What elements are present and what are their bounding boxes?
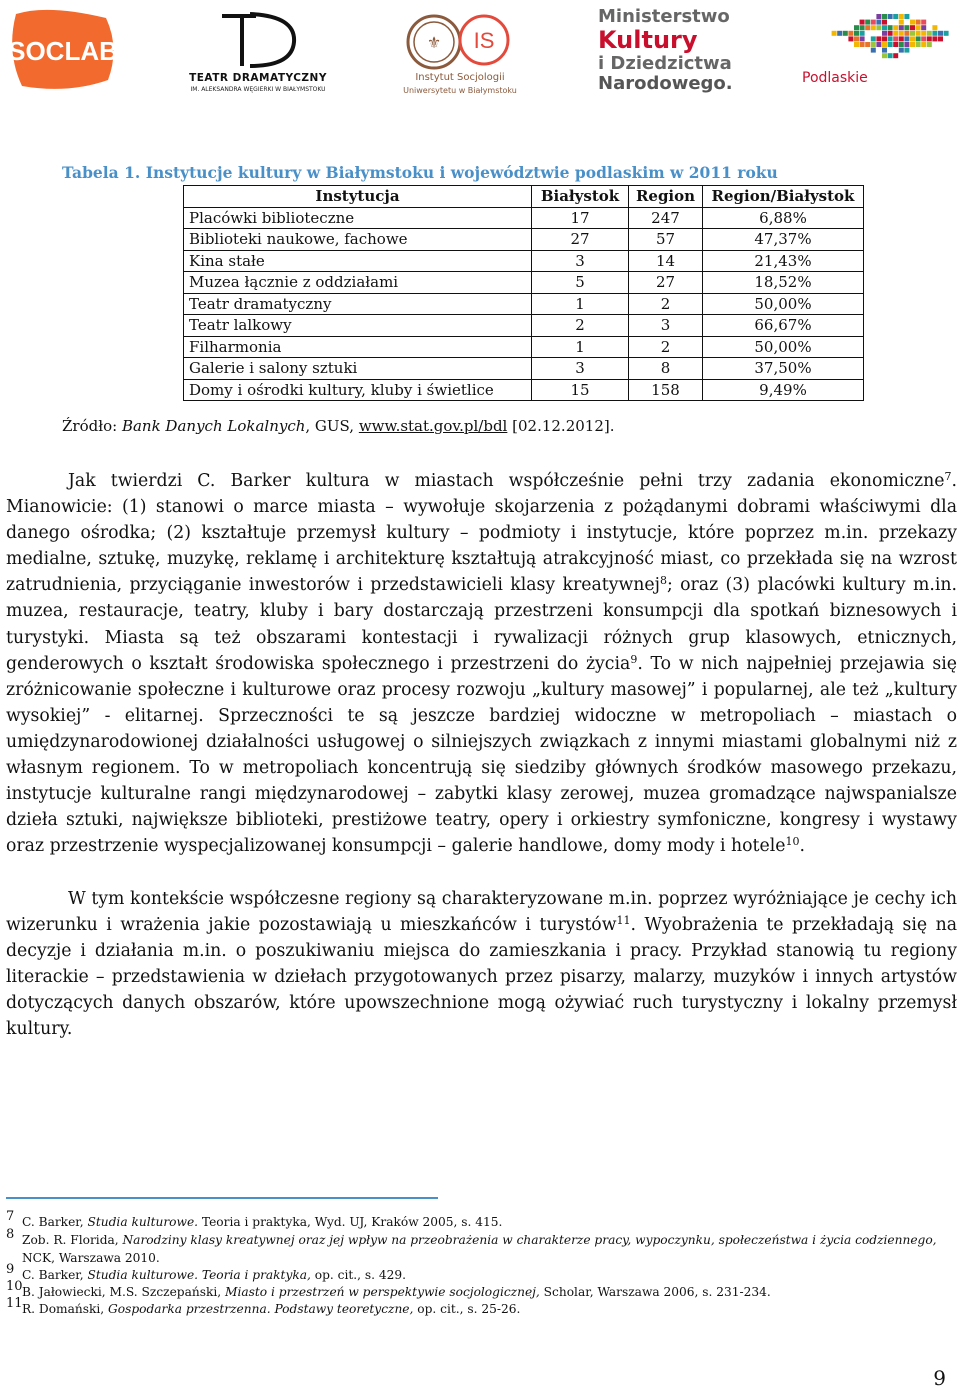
cell-name: Teatr lalkowy	[184, 315, 532, 337]
teatr-subtitle: IM. ALEKSANDRA WĘGIERKI W BIAŁYMSTOKU	[190, 86, 326, 93]
footnote-text: B. Jałowiecki, M.S. Szczepański,	[22, 1285, 225, 1299]
text-span: W tym kontekście współczesne regiony są charakteryzowane m.in. poprzez wyróżniające je cechy ich wizerunku i wrażenia jakie pozostawiają u mieszkańców i turystów	[6, 889, 957, 936]
cell-region: 2	[629, 336, 703, 358]
cell-ratio: 18,52%	[703, 272, 864, 294]
cell-bialystok: 27	[532, 229, 629, 251]
footnote-number: 11	[6, 1296, 23, 1311]
cell-ratio: 50,00%	[703, 336, 864, 358]
footnote-text: NCK, Warszawa 2010.	[22, 1250, 160, 1265]
cell-bialystok: 5	[532, 272, 629, 294]
footnote-number: 7	[6, 1209, 15, 1224]
institutions-table	[183, 185, 864, 401]
ministry-logo	[598, 6, 758, 94]
podlaskie-mosaic-icon	[796, 10, 956, 70]
table-row	[184, 336, 864, 358]
source-prefix: Źródło:	[62, 417, 122, 435]
cell-region: 27	[629, 272, 703, 294]
table-row	[184, 250, 864, 272]
footnote-number: 9	[6, 1262, 15, 1277]
header-ratio: Region/Białystok	[703, 186, 864, 208]
cell-ratio: 6,88%	[703, 207, 864, 229]
footnote-text: C. Barker,	[22, 1215, 88, 1229]
cell-ratio: 50,00%	[703, 293, 864, 315]
footnote-title: Studia kulturowe.	[87, 1215, 199, 1229]
footnote-ref-8[interactable]: 8	[659, 574, 667, 588]
footnote-9	[6, 1262, 956, 1285]
teatr-name: TEATR DRAMATYCZNY	[189, 72, 327, 84]
footnote-title: Narodziny klasy kreatywnej oraz jej wpływ na przeobrażenia w charakterze pracy, wypoczynku, społeczeństwa i życia codziennego,	[122, 1233, 937, 1247]
table-row	[184, 272, 864, 294]
cell-name: Muzea łącznie z oddziałami	[184, 272, 532, 294]
footnote-ref-7[interactable]: 7	[944, 470, 952, 483]
cell-ratio: 21,43%	[703, 250, 864, 272]
footnote-ref-10[interactable]: 10	[785, 835, 800, 849]
cell-region: 2	[629, 293, 703, 315]
text-span: . Mianowicie: (1) stanowi o marce miasta – wywołuje skojarzenia z pożądanymi dobrami właściwymi dla danego ośrodka; (2) kształtuje przemysł kultury – podmioty i instytucje, które poprzez m.in. przekazy medialne, sztukę, muzykę, reklamę i architekturę kształtują atrakcyjność miast, co przekłada się na wzrost zatrudnienia, przyciąganie inwestorów i przedstawicieli klasy kreatywnej	[6, 471, 957, 596]
footnote-11	[6, 1296, 956, 1319]
is-name: Instytut Socjologii	[415, 72, 505, 83]
cell-name: Domy i ośrodki kultury, kluby i świetlice	[184, 379, 532, 401]
cell-region: 8	[629, 358, 703, 380]
source-title: Bank Danych Lokalnych	[121, 417, 306, 435]
table-row	[184, 358, 864, 380]
footnote-title: Studia kulturowe. Teoria i praktyka,	[87, 1268, 311, 1282]
footnote-7	[6, 1209, 956, 1232]
ministry-line-1: Ministerstwo	[598, 6, 730, 27]
cell-region: 14	[629, 250, 703, 272]
cell-name: Teatr dramatyczny	[184, 293, 532, 315]
instytut-socjologii-logo	[398, 12, 522, 96]
footnote-title: Gospodarka przestrzenna. Podstawy teoretyczne,	[108, 1302, 414, 1316]
footnote-text: op. cit., s. 429.	[310, 1268, 407, 1282]
cell-bialystok: 15	[532, 379, 629, 401]
cell-region: 3	[629, 315, 703, 337]
cell-name: Placówki biblioteczne	[184, 207, 532, 229]
source-link[interactable]: www.stat.gov.pl/bdl	[358, 417, 508, 435]
footnote-ref-11[interactable]: 11	[616, 914, 631, 928]
cell-region: 158	[629, 379, 703, 401]
text-span: .	[799, 836, 805, 857]
header-bialystok: Białystok	[532, 186, 629, 208]
footnote-8	[6, 1227, 956, 1267]
cell-ratio: 9,49%	[703, 379, 864, 401]
cell-bialystok: 1	[532, 336, 629, 358]
cell-ratio: 37,50%	[703, 358, 864, 380]
page-number: 9	[933, 1366, 946, 1390]
footnote-title: Miasto i przestrzeń w perspektywie socjologicznej,	[225, 1285, 540, 1299]
cell-bialystok: 17	[532, 207, 629, 229]
paragraph-1	[6, 468, 957, 859]
footnote-text: Zob. R. Florida,	[22, 1233, 123, 1247]
is-subtitle: Uniwersytetu w Białymstoku	[403, 86, 517, 95]
cell-name: Kina stałe	[184, 250, 532, 272]
cell-ratio: 66,67%	[703, 315, 864, 337]
table-row	[184, 229, 864, 251]
paragraph-2	[6, 886, 957, 1043]
cell-region: 247	[629, 207, 703, 229]
text-span: . Wyobrażenia te przekładają się na decyzje i działania m.in. o poszukiwaniu miejsca do zamieszkania i pracy. Przykład stanowią tu regiony literackie – przedstawienia w dziełach przygotowanych przez pisarzy, malarzy, muzyków i innych artystów dotyczących danych obszarów, które upowszechnione mogą ożywiać ruch turystyczny i lokalny przemysł kultury.	[6, 915, 958, 1040]
teatr-dramatyczny-logo	[178, 10, 338, 92]
cell-bialystok: 3	[532, 358, 629, 380]
cell-bialystok: 3	[532, 250, 629, 272]
text-span: . To w nich najpełniej przejawia się zróżnicowanie społeczne i kulturowe oraz procesy rozwoju „kultury masowej” i popularnej, ale też „kultury wysokiej” - elitarnej. Sprzeczności te są jeszcze bardziej widoczne w metropoliach – miastach o umiędzynarodowionej działalności usługowej o silniejszych związkach z innymi miastami globalnymi niż z własnym regionem. To w metropoliach koncentrują się siedziby głównych środków masowego przekazu, instytucje kulturalne rangi międzynarodowej – zabytki klasy zerowej, muzea gromadzące najwspanialsze dzieła sztuki, największe biblioteki, prestiżowe teatry, opery i orkiestry symfoniczne, kongresy i wystawy oraz przestrzenie wyspecjalizowanej konsumpcji – galerie handlowe, domy mody i hotele	[6, 653, 957, 857]
cell-name: Biblioteki naukowe, fachowe	[184, 229, 532, 251]
cell-name: Filharmonia	[184, 336, 532, 358]
cell-bialystok: 1	[532, 293, 629, 315]
ministry-line-2: Kultury	[598, 26, 698, 54]
ministry-line-3: i Dziedzictwa	[598, 53, 732, 74]
podlaskie-name: Podlaskie	[802, 70, 868, 86]
footnote-number: 10	[6, 1279, 23, 1294]
ministry-line-4: Narodowego.	[598, 73, 733, 94]
header-region: Region	[629, 186, 703, 208]
table-header-row	[184, 186, 864, 208]
table-caption: Tabela 1. Instytucje kultury w Białymstoku i województwie podlaskim w 2011 roku	[62, 163, 778, 182]
source-date: [02.12.2012].	[507, 417, 615, 435]
cell-ratio: 47,37%	[703, 229, 864, 251]
soclab-logo	[8, 8, 118, 90]
table-row	[184, 315, 864, 337]
cell-bialystok: 2	[532, 315, 629, 337]
podlaskie-logo	[796, 10, 956, 90]
table-row	[184, 293, 864, 315]
cell-name: Galerie i salony sztuki	[184, 358, 532, 380]
footnote-text: Scholar, Warszawa 2006, s. 231-234.	[539, 1285, 771, 1299]
footnote-text: Teoria i praktyka, Wyd. UJ, Kraków 2005, s. 415.	[198, 1215, 503, 1229]
footnote-text: R. Domański,	[22, 1302, 108, 1316]
footnote-text: op. cit., s. 25-26.	[413, 1302, 521, 1316]
footnote-10	[6, 1279, 956, 1302]
text-span: ; oraz (3) placówki kultury m.in. muzea, restauracje, teatry, kluby i bary dostarczają przestrzeni konsumpcji dla spotkań biznesowych i turystyki. Miasta są też obszarami kontestacji i rywalizacji różnych grup klasowych, etnicznych, genderowych o kształt środowiska społecznego i przestrzeni do życia	[6, 575, 957, 674]
table-row	[184, 379, 864, 401]
text-span: Jak twierdzi C. Barker kultura w miastach współcześnie pełni trzy zadania ekonomiczne	[68, 471, 945, 491]
header-instytucja: Instytucja	[184, 186, 532, 208]
table-row	[184, 207, 864, 229]
footnote-number: 8	[6, 1227, 15, 1242]
footnote-text: C. Barker,	[22, 1268, 88, 1282]
is-mark: IS	[473, 28, 495, 53]
source-mid: , GUS,	[305, 417, 359, 435]
footnote-ref-9[interactable]: 9	[630, 652, 638, 666]
cell-region: 57	[629, 229, 703, 251]
footnote-divider	[6, 1197, 438, 1199]
svg-text:⚜: ⚜	[426, 33, 442, 52]
table-source	[62, 417, 614, 435]
soclab-logo-text: SOCLAB	[8, 36, 118, 66]
